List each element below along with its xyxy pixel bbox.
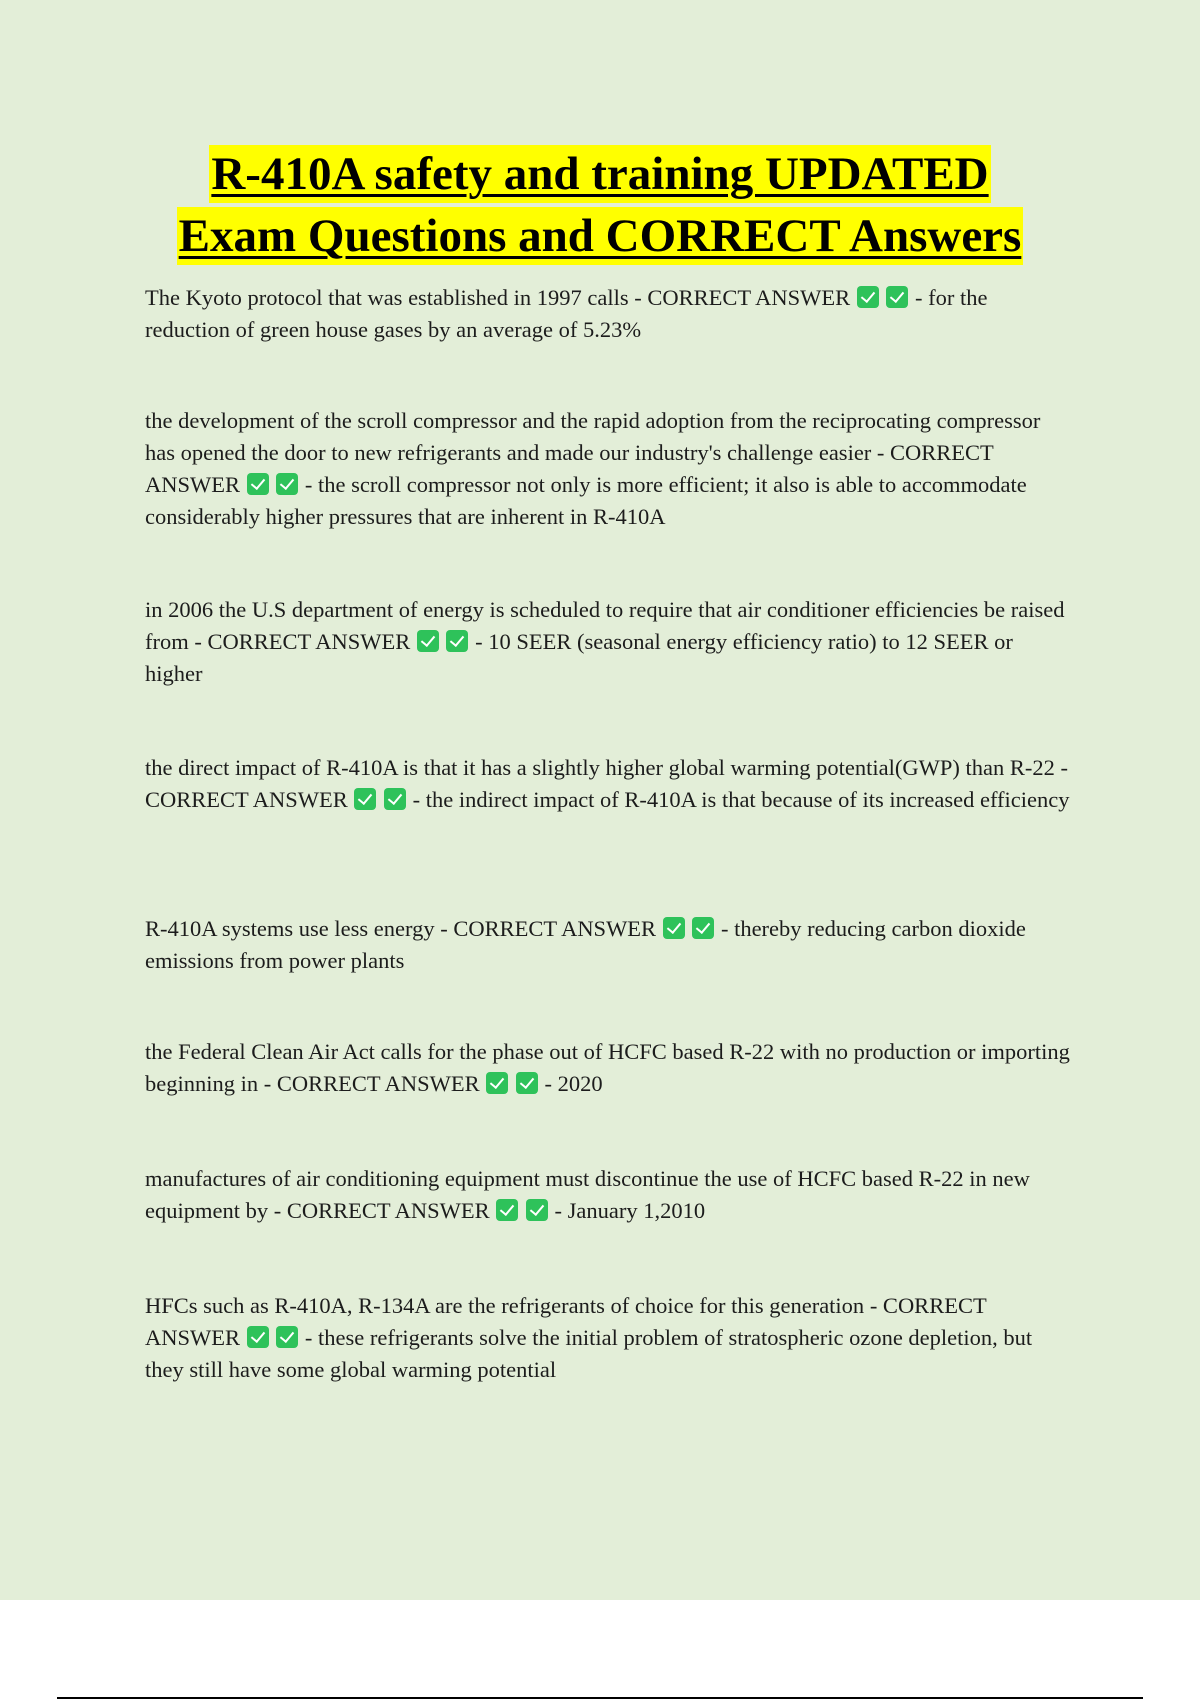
question-text: the development of the scroll compressor and the rapid adoption from the reciprocating compressor has opened the door to new refrigerants and made our industry's challenge easier <box>145 408 1041 465</box>
question-text: the direct impact of R-410A is that it has a slightly higher global warming potential(GWP) than R-22 <box>145 755 1055 780</box>
correct-answer-label: - CORRECT ANSWER <box>273 1198 490 1223</box>
check-mark-button-icon <box>692 917 714 939</box>
check-mark-button-icon <box>486 1072 508 1094</box>
check-mark-button-icon <box>663 917 685 939</box>
check-mark-button-icon <box>516 1072 538 1094</box>
check-mark-button-icon <box>276 1326 298 1348</box>
question-text: in 2006 the U.S department of energy is scheduled to require that air conditioner efficiencies be raised from <box>145 597 1065 654</box>
check-mark-button-icon <box>886 286 908 308</box>
check-mark-button-icon <box>384 788 406 810</box>
correct-answer-label: - CORRECT ANSWER <box>145 440 994 497</box>
qa-item: manufactures of air conditioning equipment must discontinue the use of HCFC based R-22 in new equipment by - CORRECT ANSWER - January 1,2010 <box>145 1166 1030 1223</box>
check-mark-button-icon <box>446 630 468 652</box>
question-text: manufactures of air conditioning equipment must discontinue the use of HCFC based R-22 in new equipment by <box>145 1166 1030 1223</box>
check-mark-button-icon <box>526 1199 548 1221</box>
answer-text: for the reduction of green house gases by an average of 5.23% <box>145 285 988 342</box>
answer-text: 10 SEER (seasonal energy efficiency ratio) to 12 SEER or higher <box>145 629 1013 686</box>
correct-answer-label: - CORRECT ANSWER <box>634 285 851 310</box>
title-line-2: Exam Questions and CORRECT Answers <box>177 207 1024 265</box>
check-mark-button-icon <box>496 1199 518 1221</box>
correct-answer-label: - CORRECT ANSWER <box>263 1071 480 1096</box>
question-text: R-410A systems use less energy <box>145 916 435 941</box>
check-mark-button-icon <box>276 473 298 495</box>
footer-divider <box>57 1697 1143 1699</box>
title-line-1: R-410A safety and training UPDATED <box>209 145 990 203</box>
check-mark-button-icon <box>857 286 879 308</box>
qa-item: R-410A systems use less energy - CORRECT ANSWER - thereby reducing carbon dioxide emissions from power plants <box>145 916 1026 973</box>
qa-item: HFCs such as R-410A, R-134A are the refrigerants of choice for this generation - CORRECT ANSWER - these refrigerants solve the initial problem of stratospheric ozone depletion, but they still have some global warming potential <box>145 1293 1033 1382</box>
qa-item: the direct impact of R-410A is that it has a slightly higher global warming potential(GWP) than R-22 - CORRECT ANSWER - the indirect impact of R-410A is that because of its increased efficiency <box>145 755 1070 812</box>
check-mark-button-icon <box>247 473 269 495</box>
check-mark-button-icon <box>354 788 376 810</box>
qa-item: the Federal Clean Air Act calls for the phase out of HCFC based R-22 with no production or importing beginning in - CORRECT ANSWER - 2020 <box>145 1039 1070 1096</box>
answer-text: these refrigerants solve the initial problem of stratospheric ozone depletion, but they still have some global warming potential <box>145 1325 1033 1382</box>
answer-text: the scroll compressor not only is more efficient; it also is able to accommodate considerably higher pressures that are inherent in R-410A <box>145 472 1027 529</box>
qa-item: The Kyoto protocol that was established in 1997 calls - CORRECT ANSWER - for the reduction of green house gases by an average of 5.23% <box>145 285 988 342</box>
answer-text: 2020 <box>557 1071 603 1096</box>
correct-answer-label: - CORRECT ANSWER <box>440 916 657 941</box>
answer-text: thereby reducing carbon dioxide emissions from power plants <box>145 916 1026 973</box>
qa-item: in 2006 the U.S department of energy is scheduled to require that air conditioner efficiencies be raised from - CORRECT ANSWER - 10 SEER (seasonal energy efficiency ratio) to 12 SEER or higher <box>145 597 1065 686</box>
answer-text: the indirect impact of R-410A is that because of its increased efficiency <box>425 787 1070 812</box>
document-title <box>0 143 1200 267</box>
qa-item: the development of the scroll compressor and the rapid adoption from the reciprocating compressor has opened the door to new refrigerants and made our industry's challenge easier - CORRECT ANSWER - the scroll compressor not only is more efficient; it also is able to accommodate considerably higher pressures that are inherent in R-410A <box>145 408 1041 529</box>
question-text: The Kyoto protocol that was established in 1997 calls <box>145 285 629 310</box>
check-mark-button-icon <box>417 630 439 652</box>
correct-answer-label: - CORRECT ANSWER <box>145 755 1068 812</box>
correct-answer-label: - CORRECT ANSWER <box>194 629 411 654</box>
correct-answer-label: - CORRECT ANSWER <box>145 1293 987 1350</box>
question-text: HFCs such as R-410A, R-134A are the refrigerants of choice for this generation <box>145 1293 865 1318</box>
question-text: the Federal Clean Air Act calls for the phase out of HCFC based R-22 with no production or importing beginning in <box>145 1039 1070 1096</box>
answer-text: January 1,2010 <box>567 1198 706 1223</box>
check-mark-button-icon <box>247 1326 269 1348</box>
